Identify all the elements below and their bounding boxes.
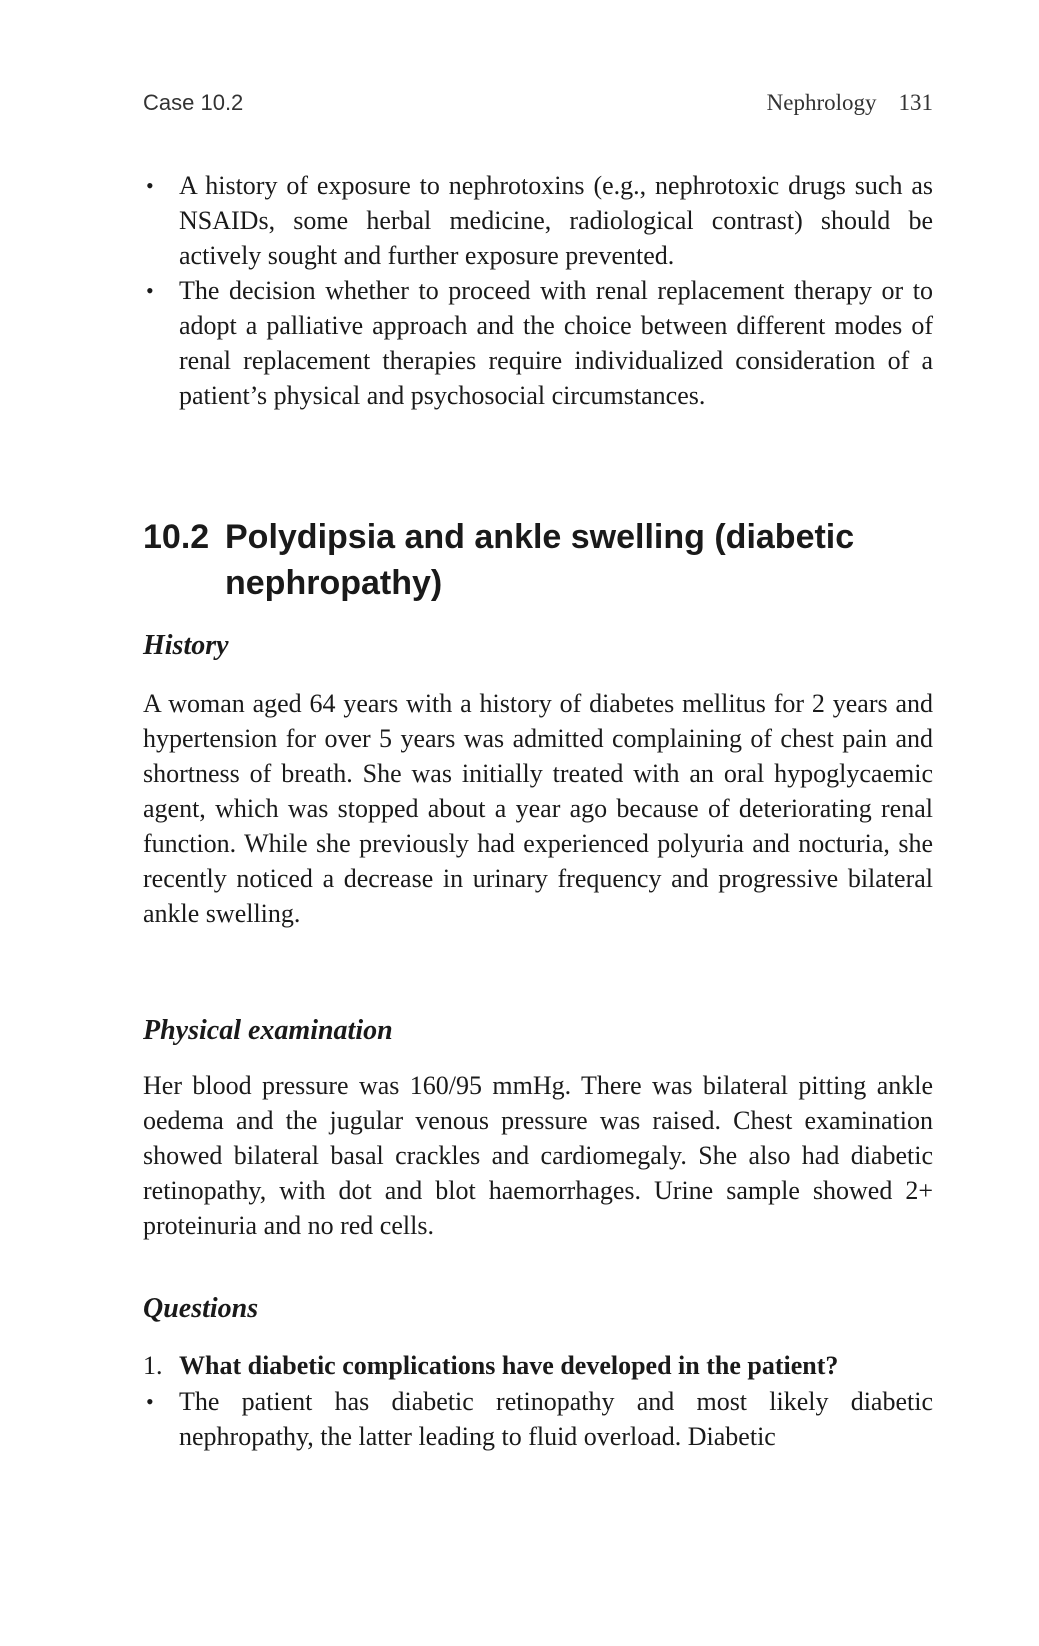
bullet-glyph: • <box>146 173 154 198</box>
bullet-text: The decision whether to proceed with renal replacement therapy or to adopt a palliative approach and the choice between different modes of renal replacement therapies require individualized consideration of a patient’s physical and psychosocial circumstances. <box>179 276 933 410</box>
running-head-chapter <box>767 90 933 116</box>
bullet-item <box>143 168 933 273</box>
page-number: 131 <box>898 90 933 115</box>
running-head-case: Case 10.2 <box>143 90 244 115</box>
question-text: What diabetic complications have developed in the patient? <box>179 1351 839 1380</box>
questions-heading: Questions <box>143 1293 259 1324</box>
question-number: 1. <box>143 1351 163 1380</box>
bullet-item <box>143 1384 933 1454</box>
section-heading <box>143 514 933 606</box>
running-head <box>143 90 933 124</box>
question-1 <box>143 1348 933 1383</box>
section-title: Polydipsia and ankle swelling (diabetic nephropathy) <box>225 518 855 602</box>
running-head-chapter-title: Nephrology <box>766 90 877 115</box>
bullet-item <box>143 273 933 413</box>
section-number: 10.2 <box>143 518 210 556</box>
bullet-text: A history of exposure to nephrotoxins (e.g., nephrotoxic drugs such as NSAIDs, some herbal medicine, radiological contrast) should be actively sought and further exposure prevented. <box>179 171 933 270</box>
bullet-glyph: • <box>146 278 154 303</box>
bullet-glyph: • <box>146 1389 154 1414</box>
physical-examination-heading: Physical examination <box>143 1015 393 1046</box>
answer-text: The patient has diabetic retinopathy and most likely diabetic nephropathy, the latter leading to fluid overload. Diabetic <box>179 1387 933 1451</box>
answer-bullet-list <box>143 1384 933 1454</box>
physical-examination-paragraph: Her blood pressure was 160/95 mmHg. There was bilateral pitting ankle oedema and the jugular venous pressure was raised. Chest examination showed bilateral basal crackles and cardiomegaly. She also had diabetic retinopathy, with dot and blot haemorrhages. Urine sample showed 2+ proteinuria and no red cells. <box>143 1071 933 1240</box>
history-heading: History <box>143 630 229 661</box>
top-bullet-list <box>143 168 933 413</box>
history-paragraph: A woman aged 64 years with a history of diabetes mellitus for 2 years and hypertension for over 5 years was admitted complaining of chest pain and shortness of breath. She was initially treated with an oral hypoglycaemic agent, which was stopped about a year ago because of deteriorating renal function. While she previously had experienced polyuria and nocturia, she recently noticed a decrease in urinary frequency and progressive bilateral ankle swelling. <box>143 689 933 928</box>
